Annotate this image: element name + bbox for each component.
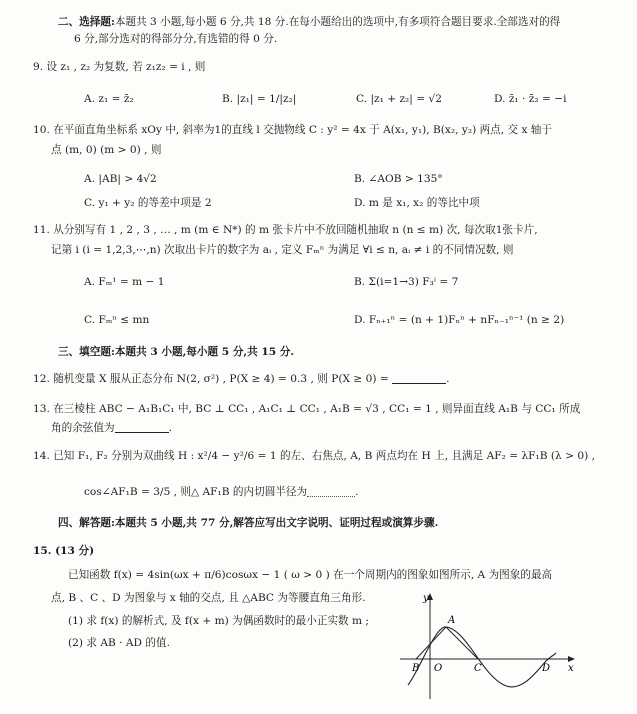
q9-option-d: D. z̄₁ · z̄₂ = −i [494,93,567,105]
sec4-line [58,516,438,530]
sec3-title: 三、填空题: [58,346,115,358]
q9-option-c: C. |z₁ + z₂| = √2 [356,93,442,105]
q9-option-a: A. z₁ = z̄₂ [84,93,134,105]
q11-stem2: 记第 i (i = 1,2,3,⋯,n) 次取出卡片的数字为 aᵢ , 定义 Fₘⁿ 为满足 ∀i ≤ n, aᵢ ≠ i 的不同情况数, 则 [51,244,514,256]
sec3-intro: 本题共 3 小题,每小题 5 分,共 15 分. [114,346,295,358]
q10-option-c: C. y₁ + y₂ 的等差中项是 2 [84,197,212,209]
origin-label: O [434,663,443,674]
q11-option-c: C. Fₘⁿ ≤ mn [84,314,150,326]
q13-line2 [51,421,172,435]
q10-stem2: 点 (m, 0) (m > 0) , 则 [51,144,162,156]
q12-answer-blank[interactable] [392,373,446,384]
segment-ab [416,627,446,659]
q12-end: . [446,373,450,385]
sec4-intro: 本题共 5 小题,共 77 分,解答应写出文字说明、证明过程或演算步骤. [114,517,439,529]
q14-stem: 14. 已知 F₁, F₂ 分别为双曲线 H : x²/4 − y²/6 = 1 的左、右焦点, A, B 两点均在 H 上, 且满足 AF₂ = λF₁B (λ > 0) , [33,450,595,462]
sec3-line [58,345,294,359]
point-c-label: C [474,663,482,674]
function-graph-figure [396,591,582,701]
q9-stem: 9. 设 z₁ , z₂ 为复数, 若 z₁z₂ = i , 则 [33,61,206,73]
q13-end: . [168,422,172,434]
q15-stem2: 点, B 、C 、D 为图象与 x 轴的交点, 且 △ABC 为等腰直角三角形. [51,592,366,604]
q11-option-a: A. Fₘ¹ = m − 1 [84,276,165,288]
sec4-title: 四、解答题: [58,517,115,529]
q12-line [33,372,449,386]
q10-option-a: A. |AB| > 4√2 [84,173,157,185]
sec2-intro: 本题共 3 小题,每小题 6 分,共 18 分.在每小题给出的选项中,有多项符合题目要求.全部选对的得 [114,16,561,28]
segment-ac [446,627,478,659]
x-axis-label: x [568,663,574,674]
q13-answer-blank[interactable] [115,422,169,433]
q15-part2: (2) 求 AB · AD 的值. [68,637,170,649]
q10-stem: 10. 在平面直角坐标系 xOy 中, 斜率为1的直线 l 交抛物线 C : y² = 4x 于 A(x₁, y₁), B(x₂, y₂) 两点, 交 x 轴于 [33,124,552,136]
sec2-line1 [58,15,560,29]
q13-stem2: 角的余弦值为 [51,422,115,434]
y-axis-label: y [423,593,429,604]
q11-option-b: B. Σ(i=1→3) F₃ⁱ = 7 [354,276,459,288]
q9-option-b: B. |z₁| = 1/|z₂| [222,93,297,105]
point-d-label: D [542,663,551,674]
q14-line2 [84,485,358,499]
q11-stem: 11. 从分别写有 1 , 2 , 3 , … , m (m ∈ N*) 的 m 张卡片中不放回随机抽取 n (n ≤ m) 次, 每次取1张卡片, [33,224,538,236]
point-b-label: B [412,663,420,674]
x-axis-arrow [568,656,575,662]
q14-stem2: cos∠AF₁B = 3/5 , 则△ AF₁B 的内切圆半径为 [84,486,308,498]
q14-answer-blank[interactable] [307,486,355,497]
q15-part1: (1) 求 f(x) 的解析式, 及 f(x + m) 为偶函数时的最小正实数 m ; [68,615,369,627]
sec2-intro2: 6 分,部分选对的得部分分,有选错的得 0 分. [74,33,278,45]
q10-option-d: D. m 是 x₁, x₂ 的等比中项 [354,197,480,209]
sec2-title: 二、选择题: [58,16,115,28]
q12-stem: 12. 随机变量 X 服从正态分布 N(2, σ²) , P(X ≥ 4) = 0.3 , 则 P(X ≥ 0) = [33,373,389,385]
q10-option-b: B. ∠AOB > 135° [354,173,443,185]
q15-stem: 已知函数 f(x) = 4sin(ωx + π/6)cosωx − 1 ( ω > 0 ) 在一个周期内的图象如图所示, A 为图象的最高 [68,569,553,581]
q15-head: 15. (13 分) [33,545,95,557]
point-a-label: A [448,615,456,626]
q13-stem: 13. 在三棱柱 ABC − A₁B₁C₁ 中, BC ⊥ CC₁ , A₁C₁ ⊥ CC₁ , A₁B = √3 , CC₁ = 1 , 则异面直线 A₁B 与 CC₁ 所成 [33,403,581,415]
q11-option-d: D. Fₙ₊₁ⁿ = (n + 1)Fₙⁿ + nFₙ₋₁ⁿ⁻¹ (n ≥ 2) [354,314,565,326]
q14-end: . [355,486,359,498]
